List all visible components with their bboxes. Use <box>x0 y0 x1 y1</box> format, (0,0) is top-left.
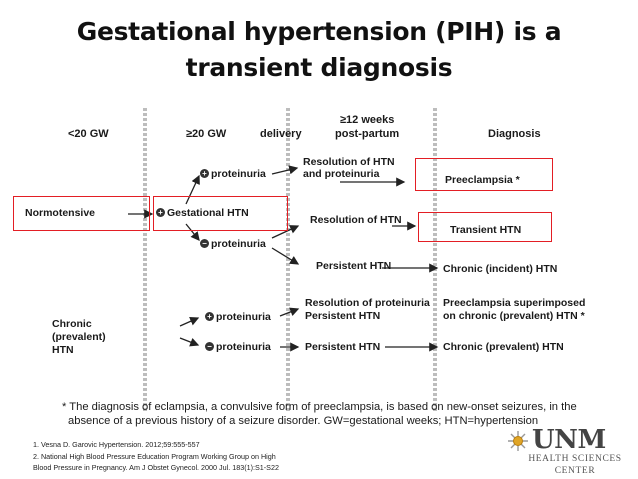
resolution-proteinuria-label: Resolution of proteinuria <box>305 297 430 309</box>
chronic-plus-proteinuria-label <box>205 311 271 323</box>
plus-circle-icon: + <box>205 312 214 321</box>
diagnosis-chronic-prevalent: Chronic (prevalent) HTN <box>443 341 564 353</box>
arrow-plus-to-resolution <box>272 168 297 174</box>
diagnosis-transient-htn: Transient HTN <box>450 224 522 236</box>
minus-circle-icon: − <box>200 239 209 248</box>
plus-circle-icon: + <box>156 208 165 217</box>
resolution-htn-prot-line2: and proteinuria <box>303 168 380 180</box>
diagnosis-superimposed-line2: on chronic (prevalent) HTN * <box>443 310 585 322</box>
footnote-line1: * The diagnosis of eclampsia, a convulsive form of preeclampsia, is based on new-onset seizures, in the <box>62 401 577 413</box>
plus-proteinuria-label <box>200 168 266 180</box>
diagnosis-preeclampsia: Preeclampsia * <box>445 174 520 186</box>
logo-line2: CENTER <box>554 466 596 476</box>
minus-proteinuria-label <box>200 238 266 250</box>
persistent-htn-label-1: Persistent HTN <box>316 260 392 272</box>
diagnosis-chronic-incident: Chronic (incident) HTN <box>443 263 558 275</box>
arrow-plus-to-resolution-prot <box>280 309 298 316</box>
arrow-chronic-to-plus <box>180 318 198 326</box>
minus-proteinuria-text: proteinuria <box>211 238 266 250</box>
reference-3: Blood Pressure in Pregnancy. Am J Obstet Gynecol. 2000 Jul. 183(1):S1-S22 <box>33 463 279 472</box>
plus-proteinuria-text: proteinuria <box>211 168 266 180</box>
logo-line1: HEALTH SCIENCES <box>528 454 622 464</box>
resolution-htn-label: Resolution of HTN <box>310 214 402 226</box>
unm-sun-logo-icon <box>507 430 529 452</box>
reference-2: 2. National High Blood Pressure Education Program Working Group on High <box>33 452 276 461</box>
chronic-prevalent-line3: HTN <box>52 344 74 356</box>
column-header-diagnosis: Diagnosis <box>488 128 541 140</box>
footnote-line2: absence of a previous history of a seizure disorder. GW=gestational weeks; HTN=hypertension <box>68 415 539 427</box>
persistent-htn-label-2: Persistent HTN <box>305 310 381 322</box>
plus-circle-icon: + <box>200 169 209 178</box>
persistent-htn-label-3: Persistent HTN <box>305 341 381 353</box>
column-header-postpartum-1: ≥12 weeks <box>340 114 395 126</box>
chronic-minus-proteinuria-label <box>205 341 271 353</box>
normotensive-label: Normotensive <box>25 207 96 219</box>
column-header-postpartum-2: post-partum <box>335 128 400 140</box>
gestational-htn-label <box>156 207 249 219</box>
arrow-minus-to-persistent <box>272 248 298 264</box>
resolution-htn-prot-line1: Resolution of HTN <box>303 156 395 168</box>
chronic-plus-proteinuria-text: proteinuria <box>216 311 271 323</box>
gestational-htn-text: Gestational HTN <box>167 207 249 219</box>
chronic-prevalent-line2: (prevalent) <box>52 331 106 343</box>
column-header-lt20gw: <20 GW <box>68 128 109 140</box>
column-header-delivery: delivery <box>260 128 302 140</box>
reference-1: 1. Vesna D. Garovic Hypertension. 2012;59:555-557 <box>33 440 200 449</box>
minus-circle-icon: − <box>205 342 214 351</box>
column-header-ge20gw: ≥20 GW <box>186 128 227 140</box>
logo-unm: UNM <box>532 425 606 455</box>
slide-title-line2: transient diagnosis <box>185 53 453 82</box>
slide-title-line1: Gestational hypertension (PIH) is a <box>76 17 562 46</box>
diagnosis-superimposed-line1: Preeclampsia superimposed <box>443 297 586 309</box>
arrow-chronic-to-minus <box>180 338 198 345</box>
chronic-prevalent-line1: Chronic <box>52 318 92 330</box>
chronic-minus-proteinuria-text: proteinuria <box>216 341 271 353</box>
